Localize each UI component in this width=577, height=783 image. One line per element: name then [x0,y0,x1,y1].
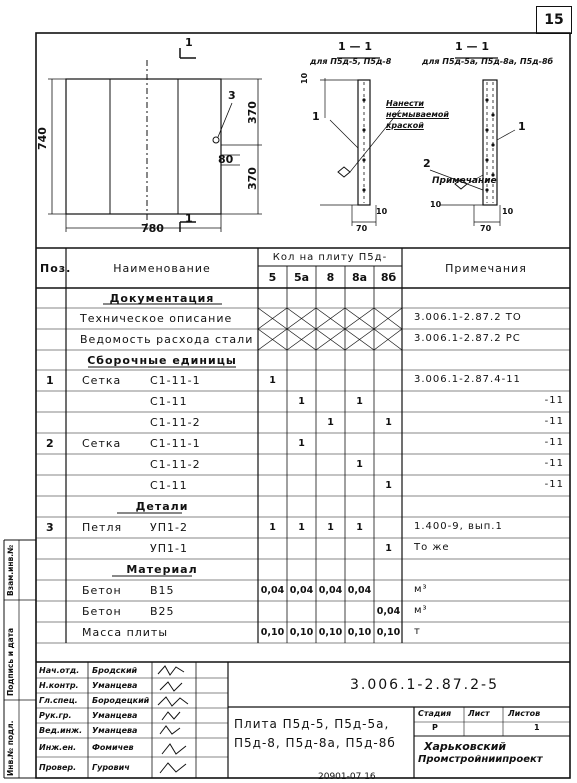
qty-col-header: 8а [351,271,368,284]
leader-1-right: 1 [518,120,526,133]
qty-col-header: 8б [380,271,397,284]
row-note: 1.400-9, вып.1 [414,521,503,532]
sheet-number: 15 [536,6,572,34]
qty-cell: 0,04 [289,585,314,596]
row-mark: УП1-1 [150,542,188,555]
section-heading: Детали [135,500,189,513]
side-stamp-vzam: Взам.инв.№ [6,544,15,596]
qty-cell: 1 [356,522,363,533]
qty-cell: 0,04 [318,585,343,596]
dim-70a: 70 [356,224,368,233]
note-right: Примечание [432,176,497,186]
product-line-2: П5д-8, П5д-8а, П5д-8б [234,736,396,750]
organization-line-2: Промстройниипроект [418,754,543,765]
col-header-name: Наименование [113,262,211,275]
dim-370-bottom: 370 [246,167,259,190]
row-position: 2 [46,437,55,450]
staff-role: Гл.спец. [39,696,78,705]
section2-subtitle: для П5д-5а, П5д-8а, П5д-8б [422,57,554,66]
section-heading: Сборочные единицы [87,354,237,367]
section1-subtitle: для П5д-5, П5д-8 [310,57,392,66]
qty-cell: 0,04 [260,585,285,596]
staff-name: Фомичев [92,743,134,752]
dim-10c: 10 [376,207,388,216]
staff-name: Гурович [92,763,130,772]
row-note: -11 [544,416,564,427]
row-name: Бетон [82,605,122,618]
row-mark: С1-11 [150,479,188,492]
row-mark: В15 [150,584,175,597]
qty-cell: 1 [327,522,334,533]
section2-title: 1 — 1 [455,40,489,53]
header-stage: Стадия [418,709,452,718]
row-note: -11 [544,458,564,469]
section-mark-bottom: 1 [185,212,193,225]
staff-role: Н.контр. [39,681,79,690]
qty-cell: 1 [298,438,305,449]
row-mark: УП1-2 [150,521,188,534]
section-mark-top: 1 [185,36,193,49]
row-name: Бетон [82,584,122,597]
qty-col-header: 5а [293,271,310,284]
staff-role: Вед.инж. [39,726,83,735]
stage-value: Р [432,723,438,732]
qty-cell: 0,10 [347,627,372,638]
qty-cell: 1 [298,522,305,533]
row-name: Сетка [82,374,122,387]
col-header-pos: Поз. [40,262,72,275]
dim-10d: 10 [502,207,514,216]
qty-cell: 1 [385,480,392,491]
row-note: -11 [544,395,564,406]
row-note: 3.006.1-2.87.4-11 [414,374,521,385]
row-note: м³ [414,584,428,595]
row-mark: С1-11-2 [150,416,201,429]
col-header-note: Примечания [445,262,527,275]
qty-cell: 0,04 [376,606,401,617]
row-note: т [414,626,421,637]
dim-height: 740 [36,127,49,150]
staff-name: Бородецкий [92,696,150,705]
sheets-value: 1 [534,723,540,732]
row-note: м³ [414,605,428,616]
row-mark: С1-11 [150,395,188,408]
paint-note: Нанести несмываемой краской [386,99,449,130]
row-mark: С1-11-1 [150,374,201,387]
qty-cell: 1 [327,417,334,428]
col-header-qty: Кол на плиту П5д- [272,252,388,263]
row-position: 1 [46,374,55,387]
staff-name: Уманцева [92,711,138,720]
qty-cell: 0,04 [347,585,372,596]
dim-width: 780 [141,222,164,235]
product-line-1: Плита П5д-5, П5д-5а, [234,717,390,731]
qty-col-header: 5 [268,271,277,284]
section-heading: Материал [126,563,198,576]
staff-name: Уманцева [92,681,138,690]
row-mark: В25 [150,605,175,618]
qty-cell: 1 [269,522,276,533]
qty-cell: 0,10 [376,627,401,638]
row-name: Масса плиты [82,626,169,639]
qty-cell: 1 [298,396,305,407]
qty-cell: 0,10 [289,627,314,638]
bottom-code: 20901-07 16 [318,772,376,782]
doc-code: 3.006.1-2.87.2-5 [350,677,499,693]
row-name: Петля [82,521,123,534]
qty-col-header: 8 [326,271,335,284]
qty-cell: 1 [385,417,392,428]
row-note: 3.006.1-2.87.2 ТО [414,312,522,323]
row-mark: С1-11-2 [150,458,201,471]
leader-1-left: 1 [312,110,320,123]
row-note: То же [414,542,450,553]
organization-line-1: Харьковский [424,740,507,753]
leader-2: 2 [423,157,431,170]
row-name: Техническое описание [80,312,233,325]
leader-3-label: 3 [228,89,236,102]
staff-name: Бродский [92,666,138,675]
side-stamp-inv: Инв.№ подл. [6,720,15,776]
qty-cell: 0,10 [318,627,343,638]
dim-80: 80 [218,153,234,166]
row-name: Сетка [82,437,122,450]
side-stamp-sign: Подпись и дата [6,627,15,696]
row-note: -11 [544,437,564,448]
staff-role: Провер. [39,763,77,772]
staff-role: Нач.отд. [39,666,80,675]
qty-cell: 0,10 [260,627,285,638]
staff-name: Уманцева [92,726,138,735]
qty-cell: 1 [385,543,392,554]
staff-role: Инж.ен. [39,743,77,752]
section-heading: Документация [109,292,215,305]
qty-cell: 1 [356,459,363,470]
dim-10b: 10 [430,200,442,209]
row-note: 3.006.1-2.87.2 РС [414,333,521,344]
row-mark: С1-11-1 [150,437,201,450]
staff-role: Рук.гр. [39,711,72,720]
qty-cell: 1 [269,375,276,386]
section1-title: 1 — 1 [338,40,372,53]
dim-10a: 10 [300,72,309,84]
row-position: 3 [46,521,55,534]
dim-370-top: 370 [246,101,259,124]
header-sheet: Лист [468,709,490,718]
row-name: Ведомость расхода стали [80,333,254,346]
header-sheets: Листов [508,709,541,718]
qty-cell: 1 [356,396,363,407]
row-note: -11 [544,479,564,490]
dim-70b: 70 [480,224,492,233]
